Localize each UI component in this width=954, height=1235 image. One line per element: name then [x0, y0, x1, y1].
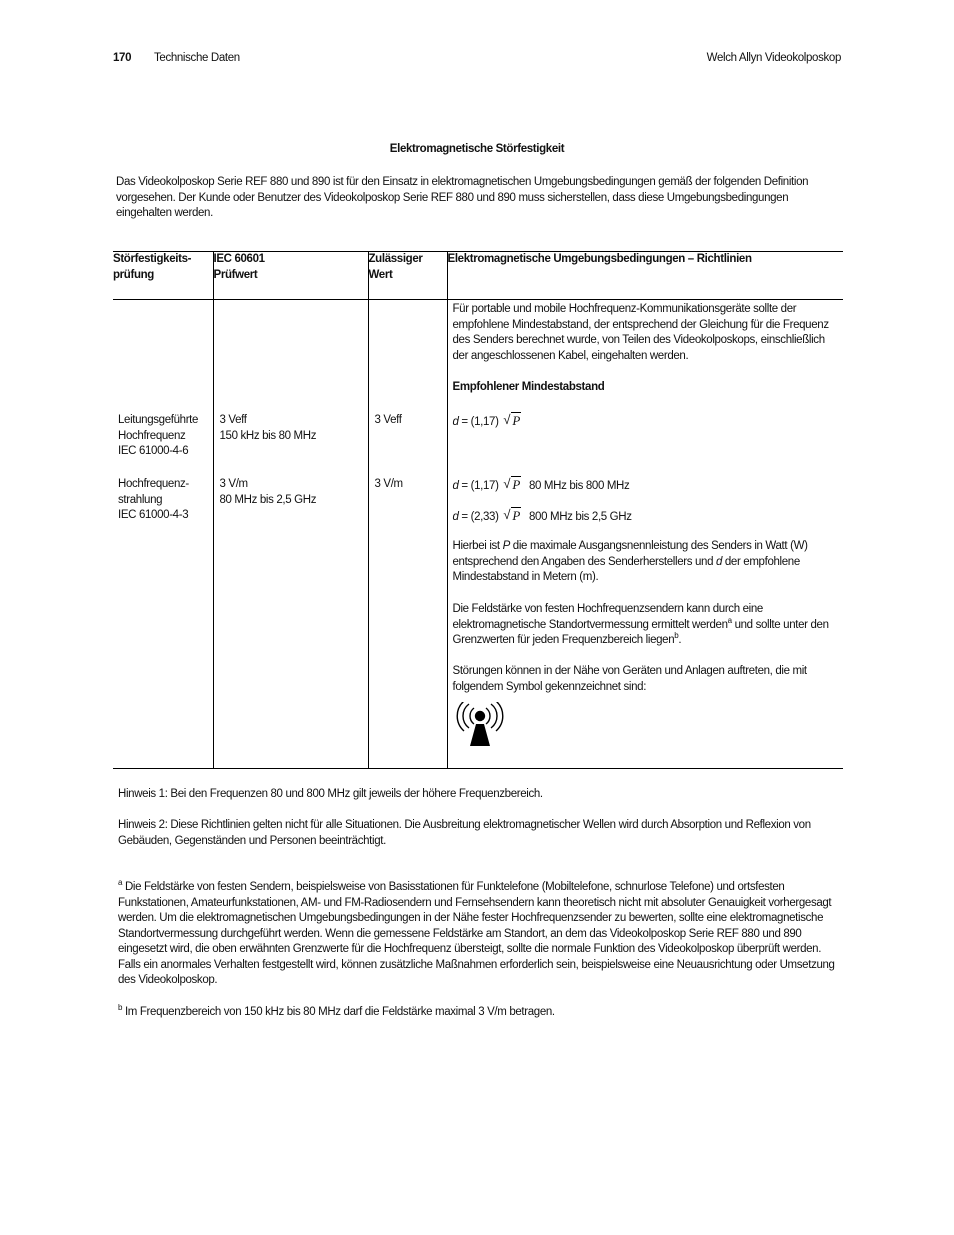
- manual-title: Welch Allyn Videokolposkop: [706, 52, 841, 64]
- row1-compliance: 3 Veff: [374, 414, 402, 426]
- header-iec-value: IEC 60601 Prüfwert: [213, 252, 368, 300]
- table-body-row: [113, 300, 843, 769]
- footnote-a-text: Die Feldstärke von festen Sendern, beispielsweise von Basisstationen für Funktelefone (Mobiltelefone, schnurlose Telefone) und ortsfesten Funkstationen, Amateurfunkstationen, AM- und FM-Radiosendern und Fernsehsendern kann theoretisch nicht mit absoluter Genauigkeit vorhergesagt werden. Um die elektromagnetischen Umgebungsbedingungen in der Nähe fester Hochfrequenzsender zu bewerten, sollte eine elektromagnetische Standortvermessung durchgeführt werden. Wenn die gemessene Feldstärke am Standort, an dem das Videokolposkop Serie REF 880 und 890 eingesetzt wird, die oben erwähnten Grenzwerte für die Hochfrequenz übersteigt, sollte die normale Funktion des Videokolposkop überprüft werden. Falls ein anormales Verhalten festgestellt wird, können zusätzliche Maßnahmen erforderlich sein, beispielsweise eine Neuausrichtung oder Umsetzung des Videokolposkop.: [118, 881, 835, 986]
- guideline-intro: Für portable und mobile Hochfrequenz-Kommunikationsgeräte sollte der empfohlene Mindestabstand, der entsprechend der Gleichung für die Frequenz des Senders berechnet wurde, von Teilen des Videokolposkops, einschließlich der angeschlossenen Kabel, eingehalten werden.: [452, 303, 829, 362]
- section-title: Technische Daten: [154, 52, 240, 64]
- row1-iec-value: 3 Veff 150 kHz bis 80 MHz: [219, 414, 317, 442]
- non-ionizing-radiation-icon: [453, 702, 507, 750]
- col-compliance: [368, 300, 447, 769]
- page-header: [113, 52, 841, 68]
- row1-formula: d = (1,17) √ P: [452, 412, 520, 428]
- recommended-distance-label: Empfohlener Mindestabstand: [452, 381, 605, 393]
- footnote-a: [118, 880, 838, 989]
- field-strength-paragraph: Die Feldstärke von festen Hochfrequenzsendern kann durch eine elektromagnetische Standortvermessung ermittelt werden$^a$ und sollte unter den Grenzwerten für jeden Frequenzbereich liegen$^b$.: [452, 603, 829, 646]
- col-test: [113, 300, 213, 769]
- header-compliance: Zulässiger Wert: [368, 252, 447, 300]
- note-1: Hinweis 1: Bei den Frequenzen 80 und 800 MHz gilt jeweils der höhere Frequenzbereich.: [118, 788, 543, 800]
- explanation-paragraph: Hierbei ist P die maximale Ausgangsnennleistung des Senders in Watt (W) entsprechend den Angaben des Senderherstellers und d der empfohlene Mindestabstand in Metern (m).: [452, 540, 808, 583]
- interference-paragraph: Störungen können in der Nähe von Geräten und Anlagen auftreten, die mit folgendem Symbol gekennzeichnet sind:: [452, 665, 807, 693]
- footnote-b-text: Im Frequenzbereich von 150 kHz bis 80 MHz darf die Feldstärke maximal 3 V/m betragen.: [122, 1006, 555, 1018]
- header-test: Störfestigkeits- prüfung: [113, 252, 213, 300]
- page-number: 170: [113, 52, 132, 64]
- footnote-a-mark: a: [118, 878, 123, 888]
- col-iec-value: [213, 300, 368, 769]
- row1-test: Leitungsgeführte Hochfrequenz IEC 61000-4-6: [118, 414, 199, 457]
- row2-test: Hochfrequenz- strahlung IEC 61000-4-3: [118, 478, 189, 521]
- footnote-b-mark: b: [118, 1003, 123, 1013]
- row2-iec-value: 3 V/m 80 MHz bis 2,5 GHz: [219, 478, 317, 506]
- note-2: Hinweis 2: Diese Richtlinien gelten nicht für alle Situationen. Die Ausbreitung elektromagnetischer Wellen wird durch Absorption und Reflexion von Gebäuden, Gegenständen und Personen beeinträchtigt.: [118, 819, 811, 847]
- row2-formula-2: d = (2,33) √ P 800 MHz bis 2,5 GHz: [452, 507, 632, 523]
- immunity-table: [113, 251, 843, 769]
- row2-compliance: 3 V/m: [374, 478, 403, 490]
- document-title: Elektromagnetische Störfestigkeit: [389, 143, 565, 155]
- col-guidelines: [447, 300, 843, 769]
- footnote-b: [118, 1005, 838, 1021]
- table-header-row: [113, 252, 843, 300]
- row2-formula-1: d = (1,17) √ P 80 MHz bis 800 MHz: [452, 476, 630, 492]
- intro-paragraph: Das Videokolposkop Serie REF 880 und 890 ist für den Einsatz in elektromagnetischen Umgebungsbedingungen gemäß der folgenden Definition vorgesehen. Der Kunde oder Benutzer des Videokolposkop Serie REF 880 und 890 muss sicherstellen, dass diese Umgebungsbedingungen eingehalten werden.: [116, 176, 809, 219]
- header-guidelines: Elektromagnetische Umgebungsbedingungen – Richtlinien: [447, 252, 843, 300]
